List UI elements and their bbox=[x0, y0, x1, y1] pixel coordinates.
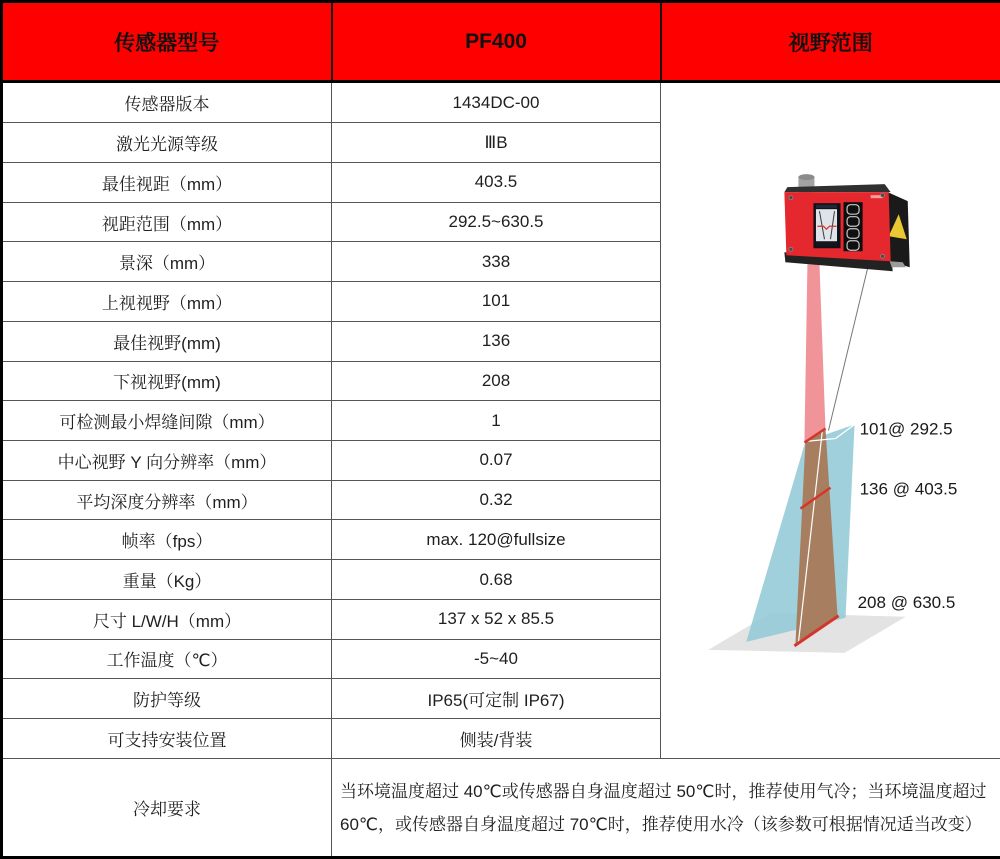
row-value: 1 bbox=[332, 401, 661, 441]
row-value: 0.32 bbox=[332, 480, 661, 520]
row-label: 激光光源等级 bbox=[2, 123, 332, 163]
row-value: ⅢB bbox=[332, 123, 661, 163]
header-fov-label: 视野范围 bbox=[661, 2, 1000, 82]
screw-icon bbox=[789, 247, 793, 251]
device-button-4 bbox=[847, 241, 859, 251]
sensor-device-illustration bbox=[661, 83, 1000, 758]
row-value: 403.5 bbox=[332, 162, 661, 202]
row-label: 最佳视距（mm） bbox=[2, 162, 332, 202]
device-button-2 bbox=[847, 217, 859, 227]
fov-annotation-best: 136 @ 403.5 bbox=[859, 479, 958, 499]
row-label: 可检测最小焊缝间隙（mm） bbox=[2, 401, 332, 441]
row-value: 1434DC-00 bbox=[332, 82, 661, 123]
row-value: 136 bbox=[332, 321, 661, 361]
device-screen-header bbox=[816, 205, 837, 209]
row-value: 侧装/背装 bbox=[332, 719, 661, 759]
row-value: 338 bbox=[332, 242, 661, 282]
row-label: 可支持安装位置 bbox=[2, 719, 332, 759]
row-value: IP65(可定制 IP67) bbox=[332, 679, 661, 719]
row-value: 292.5~630.5 bbox=[332, 202, 661, 242]
row-value: 0.07 bbox=[332, 441, 661, 481]
row-value: 137 x 52 x 85.5 bbox=[332, 599, 661, 639]
row-label: 视距范围（mm） bbox=[2, 202, 332, 242]
cooling-row bbox=[2, 759, 1000, 858]
device-button-3 bbox=[847, 229, 859, 239]
screw-icon bbox=[881, 193, 885, 197]
row-label: 冷却要求 bbox=[2, 759, 332, 858]
row-label: 防护等级 bbox=[2, 679, 332, 719]
row-value: 101 bbox=[332, 282, 661, 322]
header-model-value: PF400 bbox=[332, 2, 661, 82]
row-label: 传感器版本 bbox=[2, 82, 332, 123]
row-value: 0.68 bbox=[332, 560, 661, 600]
row-label: 尺寸 L/W/H（mm） bbox=[2, 599, 332, 639]
row-value: -5~40 bbox=[332, 639, 661, 679]
row-value: 208 bbox=[332, 361, 661, 401]
row-label: 景深（mm） bbox=[2, 242, 332, 282]
row-value: max. 120@fullsize bbox=[332, 520, 661, 560]
screw-icon bbox=[881, 254, 885, 258]
fov-annotation-near: 101@ 292.5 bbox=[859, 419, 953, 439]
fov-annotation-far: 208 @ 630.5 bbox=[857, 592, 956, 612]
sensor-device bbox=[784, 174, 909, 271]
connector-top bbox=[798, 174, 814, 180]
screw-icon bbox=[789, 196, 793, 200]
row-label: 重量（Kg） bbox=[2, 560, 332, 600]
row-label: 最佳视野(mm) bbox=[2, 321, 332, 361]
row-label: 下视视野(mm) bbox=[2, 361, 332, 401]
header-model-label: 传感器型号 bbox=[2, 2, 332, 82]
row-label: 中心视野 Y 向分辨率（mm） bbox=[2, 441, 332, 481]
fov-diagram-cell bbox=[661, 82, 1000, 759]
row-label: 上视视野（mm） bbox=[2, 282, 332, 322]
laser-fan bbox=[804, 264, 825, 442]
camera-axis-line bbox=[828, 268, 867, 430]
cooling-requirement-text: 当环境温度超过 40℃或传感器自身温度超过 50℃时，推荐使用气冷；当环境温度超过 60℃，或传感器自身温度超过 70℃时，推荐使用水冷（该参数可根据情况适当改变） bbox=[332, 759, 1000, 858]
row-label: 帧率（fps） bbox=[2, 520, 332, 560]
screen-toolbar bbox=[816, 242, 837, 247]
header-row bbox=[2, 2, 1000, 82]
row-label: 平均深度分辨率（mm） bbox=[2, 480, 332, 520]
device-button-1 bbox=[847, 205, 859, 215]
row-label: 工作温度（℃） bbox=[2, 639, 332, 679]
table-row bbox=[2, 82, 1000, 123]
